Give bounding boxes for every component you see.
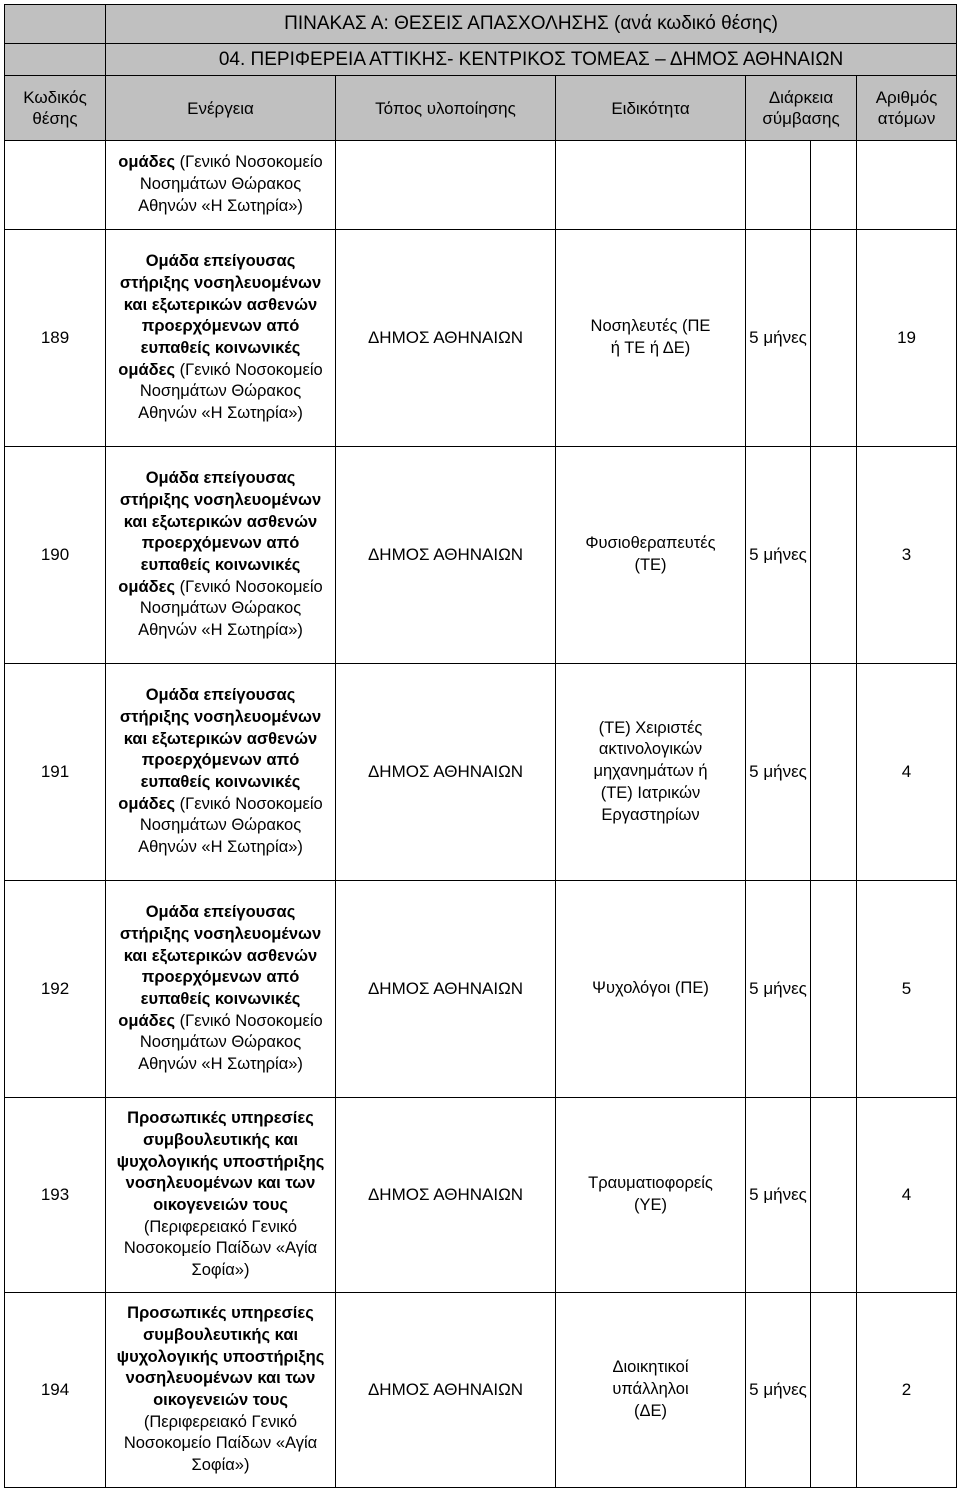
action-rest: (Γενικό Νοσοκομείο Νοσημάτων Θώρακος Αθηνών «Η Σωτηρία») — [138, 1011, 323, 1074]
table-subtitle: 04. ΠΕΡΙΦΕΡΕΙΑ ΑΤΤΙΚΗΣ- ΚΕΝΤΡΙΚΟΣ ΤΟΜΕΑΣ – ΔΗΜΟΣ ΑΘΗΝΑΙΩΝ — [106, 44, 957, 76]
action-bold: Ομάδα επείγουσας στήριξης νοσηλευομένων και εξωτερικών ασθενών προερχόμενων από ευπαθείς κοινωνικές ομάδες — [118, 469, 322, 596]
header-specialty: Ειδικότητα — [556, 76, 746, 141]
duration-cell: 5 μήνες — [746, 664, 811, 881]
code-cell: 194 — [5, 1293, 106, 1488]
specialty-cell-carryover — [556, 141, 746, 230]
count-cell-carryover — [857, 141, 957, 230]
action-bold: Ομάδα επείγουσας στήριξης νοσηλευομένων και εξωτερικών ασθενών προερχόμενων από ευπαθείς κοινωνικές ομάδες — [118, 686, 322, 813]
count-cell: 4 — [857, 664, 957, 881]
action-rest: (Περιφερειακό Γενικό Νοσοκομείο Παίδων «Αγία Σοφία») — [123, 1217, 318, 1280]
specialty-cell — [556, 230, 746, 447]
action-cell — [106, 1293, 336, 1488]
code-cell: 190 — [5, 447, 106, 664]
place-cell-carryover — [336, 141, 556, 230]
table-row — [5, 1293, 957, 1488]
table-row — [5, 230, 957, 447]
action-rest: (Γενικό Νοσοκομείο Νοσημάτων Θώρακος Αθηνών «Η Σωτηρία») — [138, 794, 323, 857]
specialty-cell — [556, 664, 746, 881]
count-cell: 2 — [857, 1293, 957, 1488]
duration-cell: 5 μήνες — [746, 1098, 811, 1293]
specialty-cell — [556, 1293, 746, 1488]
count-spacer — [811, 230, 857, 447]
count-cell: 3 — [857, 447, 957, 664]
code-cell: 192 — [5, 881, 106, 1098]
code-cell: 189 — [5, 230, 106, 447]
action-bold: Προσωπικές υπηρεσίες συμβουλευτικής και ψυχολογικής υποστήριξης νοσηλευομένων και των οικογενειών τους — [116, 1109, 325, 1214]
specialty-text: Φυσιοθεραπευτές (ΤΕ) — [585, 534, 716, 574]
positions-table — [4, 4, 957, 1488]
specialty-cell: Ψυχολόγοι (ΠΕ) — [556, 881, 746, 1098]
header-count: Αριθμός ατόμων — [857, 76, 957, 141]
table-row — [5, 1098, 957, 1293]
duration-cell-carryover-r — [811, 141, 857, 230]
code-cell: 191 — [5, 664, 106, 881]
count-spacer — [811, 664, 857, 881]
place-cell: ΔΗΜΟΣ ΑΘΗΝΑΙΩΝ — [336, 1098, 556, 1293]
duration-cell: 5 μήνες — [746, 881, 811, 1098]
action-bold: Ομάδα επείγουσας στήριξης νοσηλευομένων και εξωτερικών ασθενών προερχόμενων από ευπαθείς κοινωνικές ομάδες — [118, 903, 322, 1030]
place-cell: ΔΗΜΟΣ ΑΘΗΝΑΙΩΝ — [336, 1293, 556, 1488]
table-row — [5, 447, 957, 664]
header-row — [5, 76, 957, 141]
place-cell: ΔΗΜΟΣ ΑΘΗΝΑΙΩΝ — [336, 230, 556, 447]
code-cell: 193 — [5, 1098, 106, 1293]
duration-cell: 5 μήνες — [746, 447, 811, 664]
action-cell-carryover — [106, 141, 336, 230]
action-bold: Ομάδα επείγουσας στήριξης νοσηλευομένων και εξωτερικών ασθενών προερχόμενων από ευπαθείς κοινωνικές ομάδες — [118, 252, 322, 379]
place-cell: ΔΗΜΟΣ ΑΘΗΝΑΙΩΝ — [336, 881, 556, 1098]
count-cell: 19 — [857, 230, 957, 447]
specialty-text: Διοικητικοί υπάλληλοι (ΔΕ) — [612, 1358, 689, 1420]
action-bold-carryover: ομάδες — [118, 153, 176, 172]
count-spacer — [811, 1293, 857, 1488]
action-rest-carryover: (Γενικό Νοσοκομείο Νοσημάτων Θώρακος Αθηνών «Η Σωτηρία») — [138, 153, 323, 215]
action-rest: (Γενικό Νοσοκομείο Νοσημάτων Θώρακος Αθηνών «Η Σωτηρία») — [138, 577, 323, 640]
place-cell: ΔΗΜΟΣ ΑΘΗΝΑΙΩΝ — [336, 664, 556, 881]
duration-cell-carryover — [746, 141, 811, 230]
table-row — [5, 664, 957, 881]
place-cell: ΔΗΜΟΣ ΑΘΗΝΑΙΩΝ — [336, 447, 556, 664]
header-code: Κωδικός θέσης — [5, 76, 106, 141]
count-spacer — [811, 447, 857, 664]
code-cell-carryover — [5, 141, 106, 230]
table-row — [5, 881, 957, 1098]
specialty-text: Νοσηλευτές (ΠΕ ή ΤΕ ή ΔΕ) — [590, 317, 711, 357]
title-left-empty — [5, 5, 106, 44]
count-spacer — [811, 1098, 857, 1293]
specialty-cell — [556, 447, 746, 664]
action-cell — [106, 881, 336, 1098]
count-cell: 5 — [857, 881, 957, 1098]
count-cell: 4 — [857, 1098, 957, 1293]
action-cell — [106, 1098, 336, 1293]
specialty-text: (ΤΕ) Χειριστές ακτινολογικών μηχανημάτων ή (ΤΕ) Ιατρικών Εργαστηρίων — [593, 718, 708, 824]
action-bold: Προσωπικές υπηρεσίες συμβουλευτικής και ψυχολογικής υποστήριξης νοσηλευομένων και των οικογενειών τους — [116, 1304, 325, 1409]
duration-cell: 5 μήνες — [746, 230, 811, 447]
header-duration: Διάρκεια σύμβασης — [746, 76, 857, 141]
action-cell — [106, 664, 336, 881]
duration-cell: 5 μήνες — [746, 1293, 811, 1488]
header-place: Τόπος υλοποίησης — [336, 76, 556, 141]
action-cell — [106, 230, 336, 447]
action-rest: (Γενικό Νοσοκομείο Νοσημάτων Θώρακος Αθηνών «Η Σωτηρία») — [138, 360, 323, 423]
table-row-carryover — [5, 141, 957, 230]
specialty-cell — [556, 1098, 746, 1293]
table-title: ΠΙΝΑΚΑΣ Α: ΘΕΣΕΙΣ ΑΠΑΣΧΟΛΗΣΗΣ (ανά κωδικό θέσης) — [106, 5, 957, 44]
subtitle-left-empty — [5, 44, 106, 76]
header-action: Ενέργεια — [106, 76, 336, 141]
action-rest: (Περιφερειακό Γενικό Νοσοκομείο Παίδων «Αγία Σοφία») — [123, 1412, 318, 1475]
subtitle-row — [5, 44, 957, 76]
count-spacer — [811, 881, 857, 1098]
title-row — [5, 5, 957, 44]
specialty-text: Τραυματιοφορείς (ΥΕ) — [588, 1174, 713, 1214]
action-cell — [106, 447, 336, 664]
